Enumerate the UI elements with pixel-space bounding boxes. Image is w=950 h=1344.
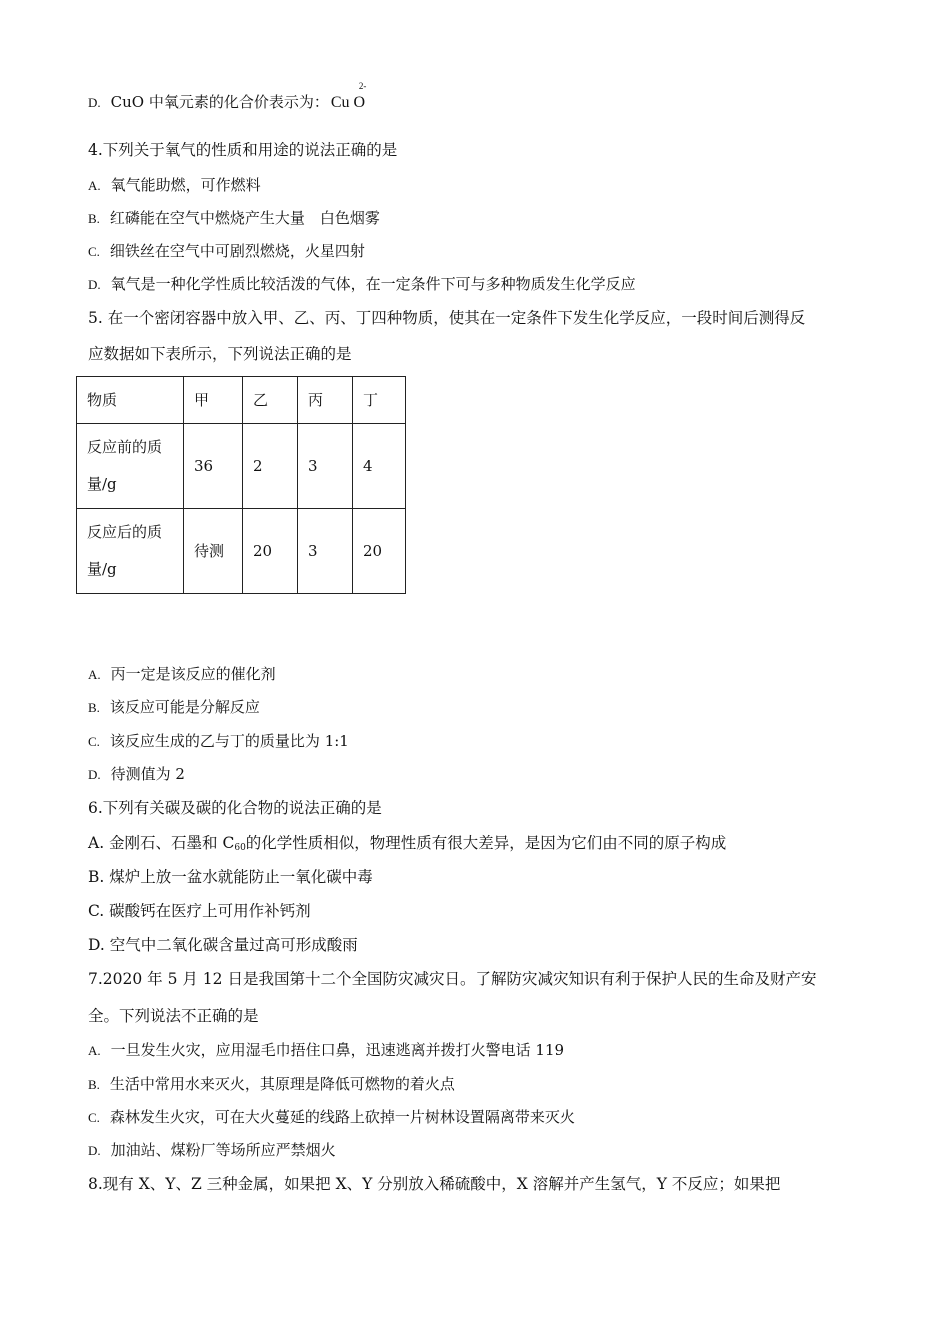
option-text: CuO 中氧元素的化合价表示为： — [110, 93, 329, 111]
q4-option-b: B. 红磷能在空气中燃烧产生大量 白色烟雾 — [88, 209, 380, 227]
option-letter: D. — [88, 95, 101, 110]
table-row-label: 反应前的质 量/g — [77, 424, 184, 509]
table-cell: 36 — [184, 424, 243, 509]
q6-option-b: B. 煤炉上放一盆水就能防止一氧化碳中毒 — [88, 868, 373, 886]
q5-stem-line2: 应数据如下表所示，下列说法正确的是 — [88, 345, 352, 363]
q6-option-a: A. 金刚石、石墨和 $C_{60}$的化学性质相似，物理性质有很大差异，是因为它们由不同的原子构成 — [88, 834, 727, 853]
q6-stem: 6.下列有关碳及碳的化合物的说法正确的是 — [88, 799, 382, 817]
reaction-data-table — [76, 376, 406, 594]
q7-stem-line1: 7.2020 年 5 月 12 日是我国第十二个全国防灾减灾日。了解防灾减灾知识有利于保护人民的生命及财产安 — [88, 970, 817, 988]
q5-option-b: B. 该反应可能是分解反应 — [88, 698, 260, 716]
table-row-label: 反应后的质 量/g — [77, 509, 184, 594]
table-row — [77, 424, 406, 509]
q7-option-a: A. 一旦发生火灾，应用湿毛巾捂住口鼻，迅速逃离并拨打火警电话 119 — [88, 1041, 565, 1059]
valence-label: 2- — [358, 81, 367, 91]
table-cell: 3 — [298, 424, 353, 509]
table-header-cell: 丁 — [353, 377, 406, 424]
q5-option-a: A. 丙一定是该反应的催化剂 — [88, 665, 276, 683]
q3-option-d — [88, 81, 367, 113]
table-cell: 3 — [298, 509, 353, 594]
table-cell: 4 — [353, 424, 406, 509]
table-header-row — [77, 377, 406, 424]
cuo-valence-formula: Cu O 2- — [331, 93, 365, 113]
table-cell: 待测 — [184, 509, 243, 594]
table-cell: 2 — [243, 424, 298, 509]
q7-stem-line2: 全。下列说法不正确的是 — [88, 1007, 259, 1025]
q5-option-d: D. 待测值为 2 — [88, 765, 185, 783]
table-row — [77, 509, 406, 594]
subscript-60: 60 — [234, 843, 246, 853]
table-header-cell: 物质 — [77, 377, 184, 424]
q5-stem-line1: 5. 在一个密闭容器中放入甲、乙、丙、丁四种物质，使其在一定条件下发生化学反应，一段时间后测得反 — [88, 309, 806, 327]
table-header-cell: 甲 — [184, 377, 243, 424]
q8-stem: 8.现有 X、Y、Z 三种金属，如果把 X、Y 分别放入稀硫酸中，X 溶解并产生氢气，Y 不反应；如果把 — [88, 1175, 781, 1193]
q6-option-c: C. 碳酸钙在医疗上可用作补钙剂 — [88, 902, 311, 920]
q7-option-d: D. 加油站、煤粉厂等场所应严禁烟火 — [88, 1141, 336, 1159]
table-cell: 20 — [243, 509, 298, 594]
table-header-cell: 丙 — [298, 377, 353, 424]
q7-option-b: B. 生活中常用水来灭火，其原理是降低可燃物的着火点 — [88, 1075, 455, 1093]
q6-option-d: D. 空气中二氧化碳含量过高可形成酸雨 — [88, 936, 358, 954]
q4-option-d: D. 氧气是一种化学性质比较活泼的气体，在一定条件下可与多种物质发生化学反应 — [88, 275, 636, 293]
q4-stem: 4.下列关于氧气的性质和用途的说法正确的是 — [88, 141, 398, 159]
q4-option-a: A. 氧气能助燃，可作燃料 — [88, 176, 261, 194]
q5-option-c: C. 该反应生成的乙与丁的质量比为 1:1 — [88, 732, 349, 750]
q7-option-c: C. 森林发生火灾，可在大火蔓延的线路上砍掉一片树林设置隔离带来灭火 — [88, 1108, 575, 1126]
table-header-cell: 乙 — [243, 377, 298, 424]
q4-option-c: C. 细铁丝在空气中可剧烈燃烧，火星四射 — [88, 242, 365, 260]
table-cell: 20 — [353, 509, 406, 594]
